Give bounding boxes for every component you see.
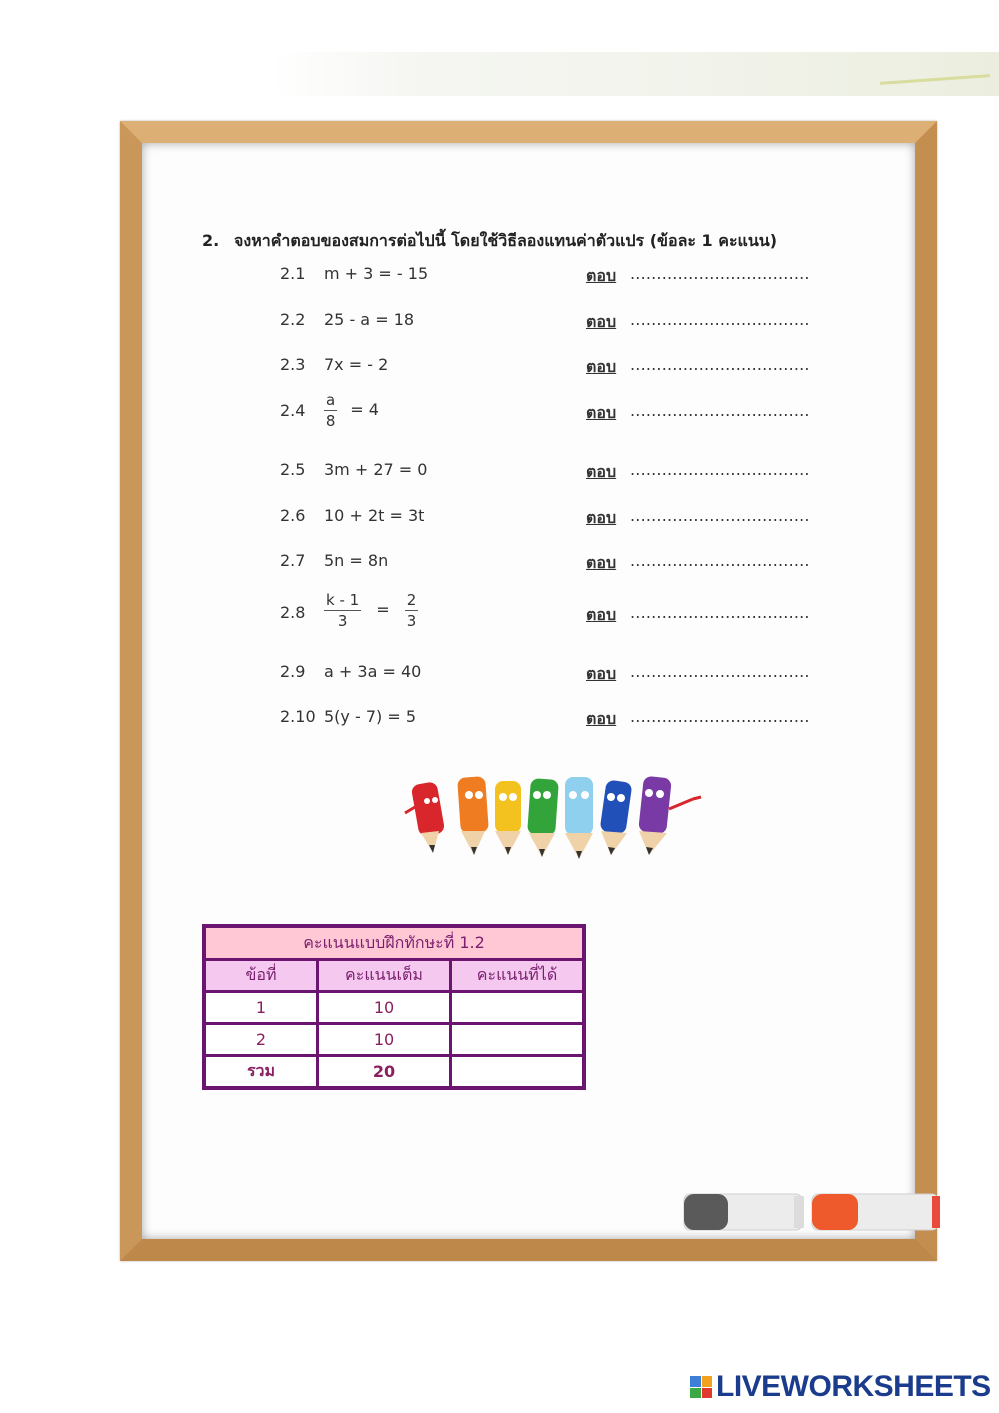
equation: 5n = 8n xyxy=(324,551,389,570)
pencil-red-icon xyxy=(411,781,446,853)
table-row-total xyxy=(204,1056,584,1089)
item-number: 2.10 xyxy=(280,707,316,726)
logo-text: LIVEWORKSHEETS xyxy=(716,1370,991,1403)
item-number: 2.7 xyxy=(280,551,306,570)
fraction xyxy=(324,591,361,630)
numerator: k - 1 xyxy=(326,591,360,609)
cell-item: 2 xyxy=(204,1024,318,1056)
denominator: 3 xyxy=(337,612,348,630)
equation-rest: = 4 xyxy=(350,400,379,419)
answer-label: ตอบ xyxy=(586,553,617,572)
equation: 5(y - 7) = 5 xyxy=(324,707,417,726)
numerator: a xyxy=(326,391,336,409)
table-row xyxy=(204,1024,584,1056)
pencils-illustration xyxy=(397,773,717,863)
question-heading xyxy=(202,229,777,254)
answer-field[interactable]: .................................. xyxy=(630,460,810,479)
equation: 7x = - 2 xyxy=(324,355,389,374)
cell-full-score: 10 xyxy=(318,992,451,1024)
table-row xyxy=(204,992,584,1024)
liveworksheets-logo xyxy=(690,1370,991,1404)
marker-red-icon xyxy=(812,1194,940,1230)
item-number: 2.5 xyxy=(280,460,306,479)
equation: a + 3a = 40 xyxy=(324,662,422,681)
score-table-title: คะแนนแบบฝึกทักษะที่ 1.2 xyxy=(204,926,584,960)
answer-label: ตอบ xyxy=(586,403,617,422)
fraction xyxy=(405,591,419,630)
score-table xyxy=(202,924,586,1090)
whiteboard xyxy=(164,165,893,1217)
equals-sign: = xyxy=(376,600,390,619)
answer-label: ตอบ xyxy=(586,357,617,376)
col-header-full-score: คะแนนเต็ม xyxy=(318,960,451,992)
marker-black-icon xyxy=(684,1194,804,1230)
answer-field[interactable]: .................................. xyxy=(630,310,810,329)
cell-score-got[interactable] xyxy=(451,1024,585,1056)
answer-field[interactable]: .................................. xyxy=(630,401,810,420)
answer-label: ตอบ xyxy=(586,462,617,481)
equation: 3m + 27 = 0 xyxy=(324,460,428,479)
answer-label: ตอบ xyxy=(586,266,617,285)
answer-field[interactable]: .................................. xyxy=(630,551,810,570)
denominator: 3 xyxy=(406,612,417,630)
answer-label: ตอบ xyxy=(586,508,617,527)
answer-field[interactable]: .................................. xyxy=(630,662,810,681)
item-number: 2.3 xyxy=(280,355,306,374)
equation: 10 + 2t = 3t xyxy=(324,506,425,525)
cell-score-got[interactable] xyxy=(451,992,585,1024)
item-number: 2.1 xyxy=(280,264,306,283)
answer-label: ตอบ xyxy=(586,709,617,728)
paint-brush-stroke xyxy=(270,52,999,96)
pencil-blue-icon xyxy=(600,779,633,855)
markers-illustration xyxy=(682,1190,942,1234)
logo-mark-icon xyxy=(690,1376,712,1398)
answer-field[interactable]: .................................. xyxy=(630,355,810,374)
answer-field[interactable]: .................................. xyxy=(630,264,810,283)
answer-label: ตอบ xyxy=(586,605,617,624)
answer-field[interactable]: .................................. xyxy=(630,603,810,622)
numerator: 2 xyxy=(406,591,417,609)
cell-full-score: 20 xyxy=(318,1056,451,1089)
equation xyxy=(324,591,418,630)
item-number: 2.4 xyxy=(280,401,306,420)
col-header-item: ข้อที่ xyxy=(204,960,318,992)
answer-label: ตอบ xyxy=(586,312,617,331)
cell-full-score: 10 xyxy=(318,1024,451,1056)
answer-label: ตอบ xyxy=(586,664,617,683)
equation xyxy=(324,391,379,430)
item-number: 2.2 xyxy=(280,310,306,329)
pencil-green-icon xyxy=(527,778,559,857)
item-number: 2.6 xyxy=(280,506,306,525)
pencil-orange-icon xyxy=(457,776,489,855)
pencil-yellow-icon xyxy=(495,781,521,855)
equation: 25 - a = 18 xyxy=(324,310,415,329)
answer-field[interactable]: .................................. xyxy=(630,506,810,525)
item-number: 2.8 xyxy=(280,603,306,622)
pencil-lightblue-icon xyxy=(565,777,593,859)
cell-item: 1 xyxy=(204,992,318,1024)
question-number: 2. xyxy=(202,231,220,250)
fraction xyxy=(324,391,337,430)
col-header-score-got: คะแนนที่ได้ xyxy=(451,960,585,992)
equation: m + 3 = - 15 xyxy=(324,264,429,283)
cell-score-got[interactable] xyxy=(451,1056,585,1089)
denominator: 8 xyxy=(325,412,336,430)
whiteboard-frame xyxy=(120,121,937,1261)
answer-field[interactable]: .................................. xyxy=(630,707,810,726)
item-number: 2.9 xyxy=(280,662,306,681)
pencil-purple-icon xyxy=(638,776,672,855)
question-text: จงหาคำตอบของสมการต่อไปนี้ โดยใช้วิธีลองแทนค่าตัวแปร (ข้อละ 1 คะแนน) xyxy=(234,231,778,250)
cell-item: รวม xyxy=(204,1056,318,1089)
